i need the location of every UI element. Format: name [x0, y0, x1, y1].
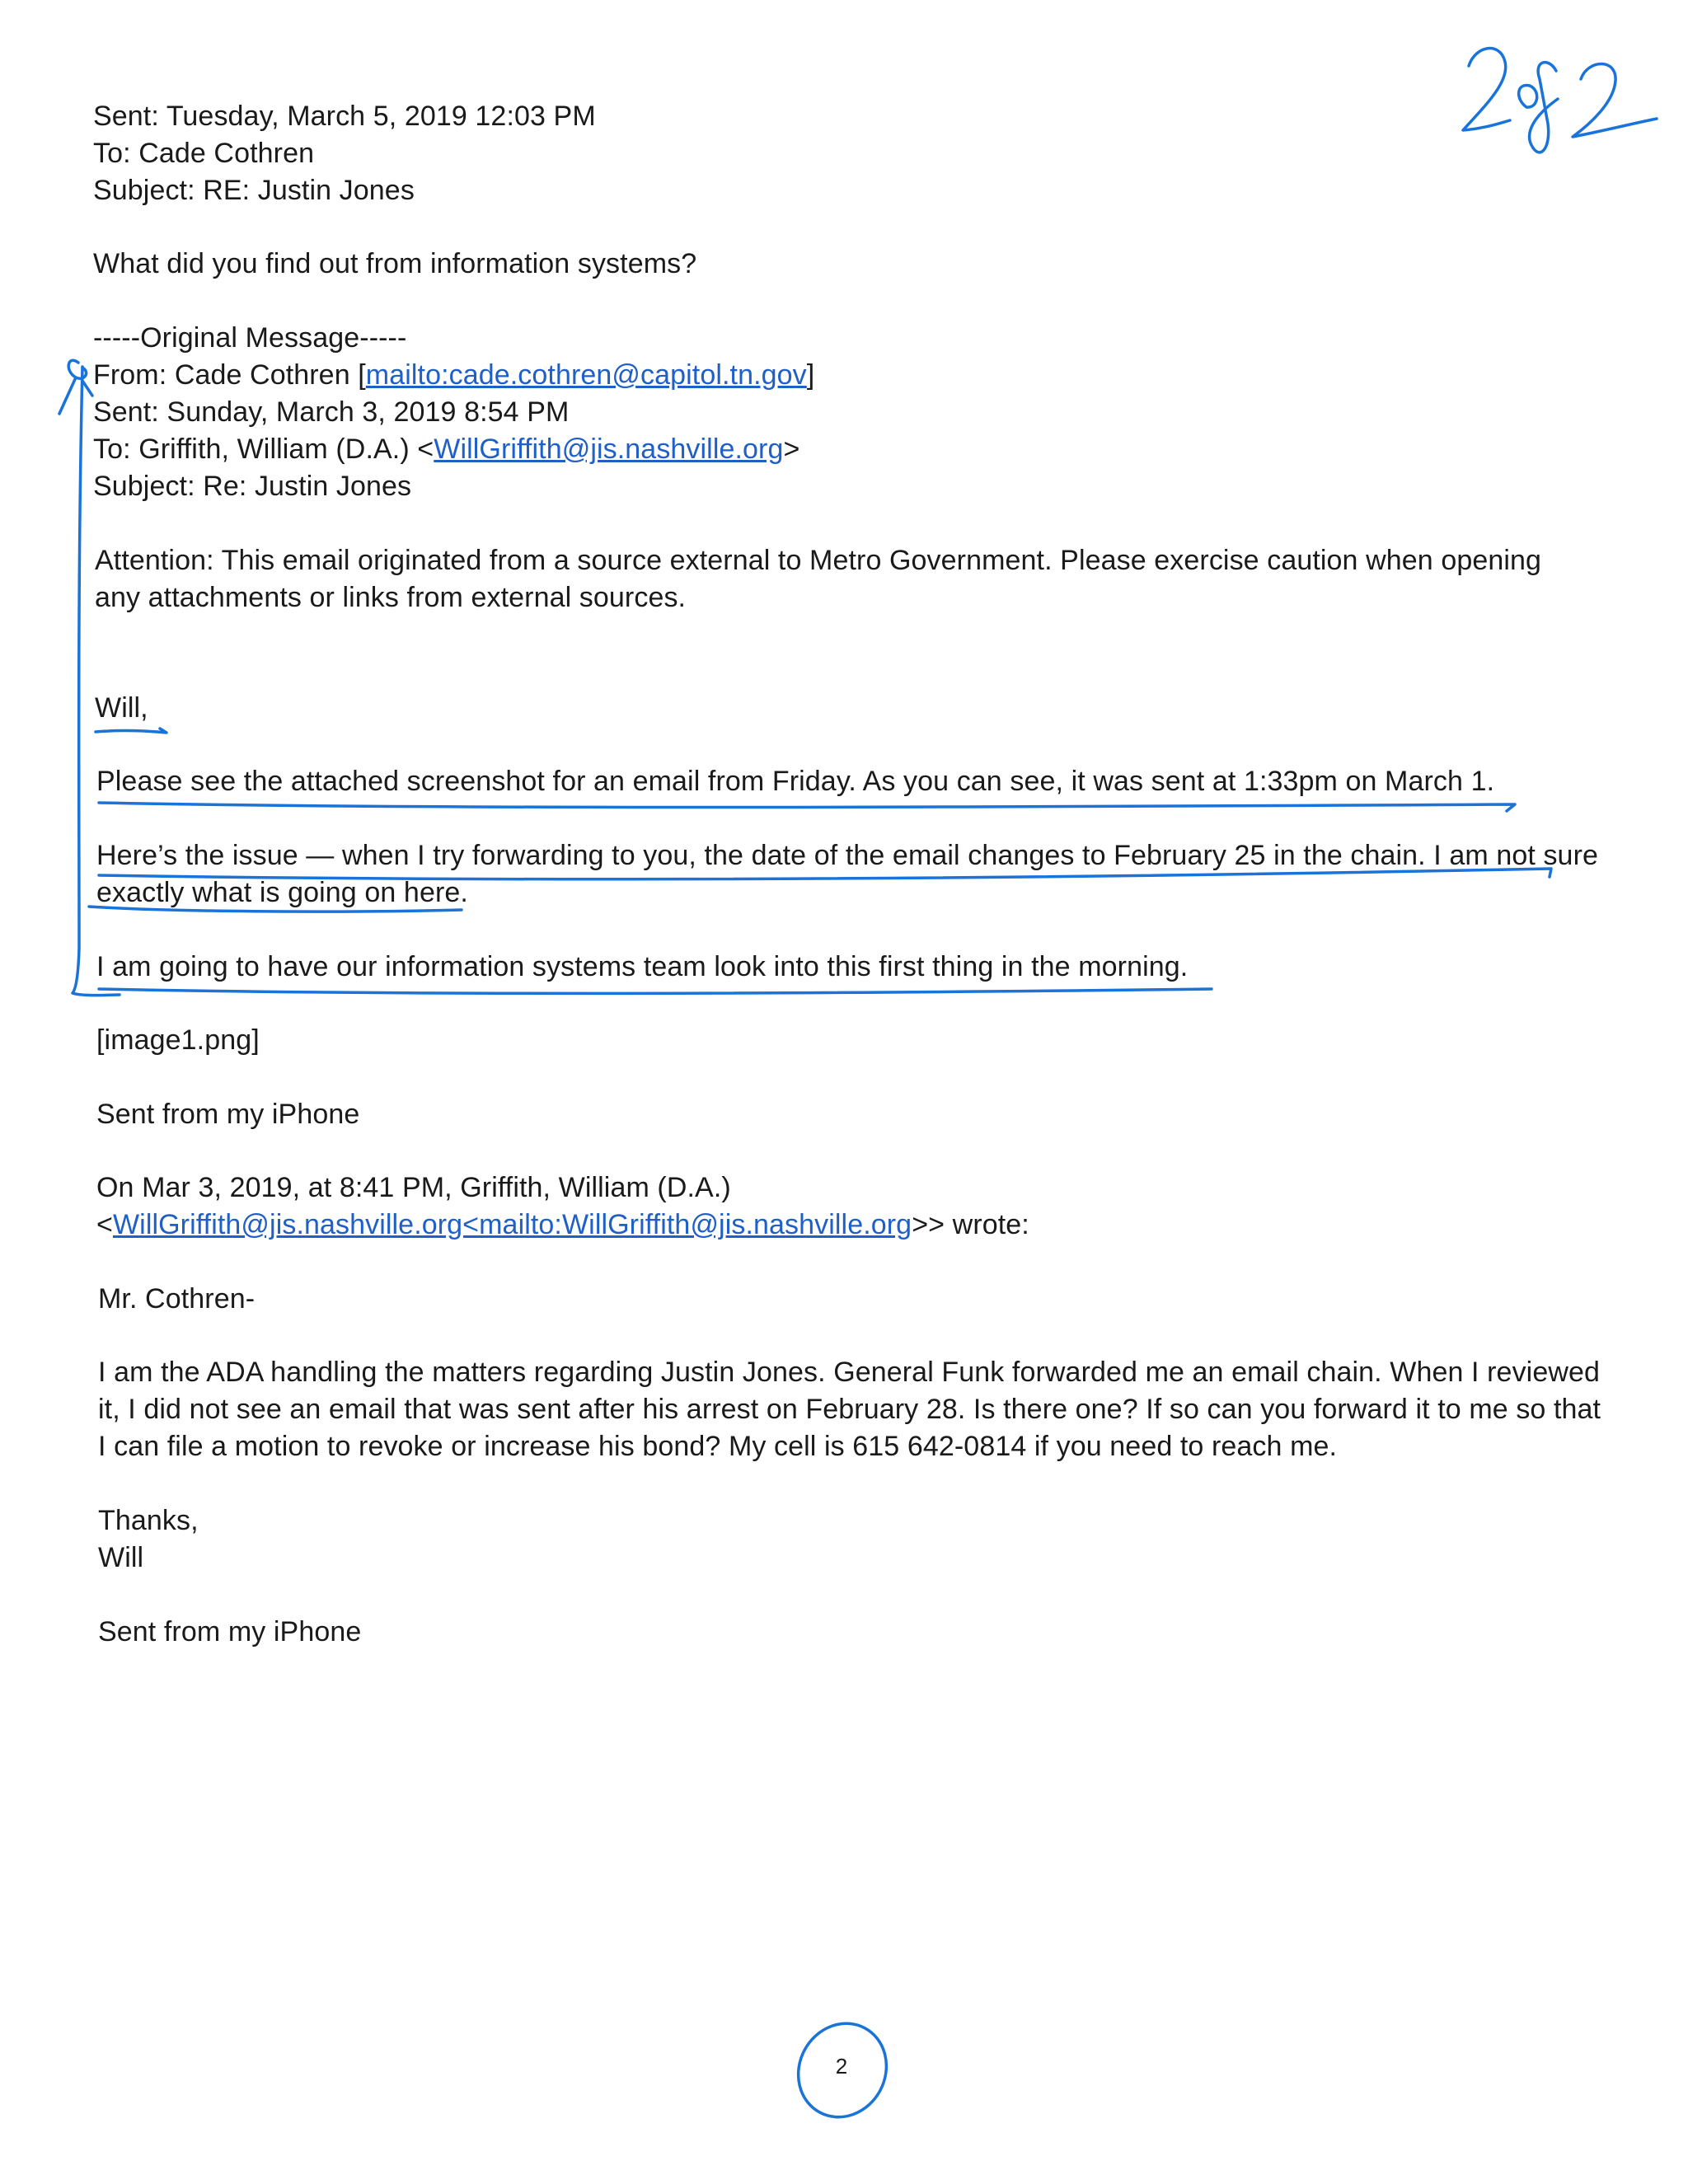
- message-paragraph-2-line-1: Here’s the issue — when I try forwarding to you, the date of the email changes to February 25 in the chain. I am not sure: [96, 840, 1599, 871]
- message-signature: Sent from my iPhone: [96, 1099, 360, 1130]
- quoted-body-line-1: I am the ADA handling the matters regarding Justin Jones. General Funk forwarded me an email chain. When I reviewed: [98, 1357, 1600, 1388]
- from-suffix: ]: [806, 359, 815, 391]
- quoted-email-link[interactable]: WillGriffith@jis.nashville.org<mailto:WillGriffith@jis.nashville.org: [112, 1209, 912, 1240]
- original-sent: Sent: Sunday, March 3, 2019 8:54 PM: [93, 396, 570, 428]
- intro-prefix: <: [96, 1209, 113, 1240]
- to-prefix: To: Griffith, William (D.A.) <: [93, 434, 434, 465]
- quoted-signature: Sent from my iPhone: [98, 1616, 362, 1647]
- page-number: 2: [835, 2054, 848, 2079]
- original-from: [93, 357, 814, 393]
- ink-flag-mark: [59, 360, 92, 414]
- ink-underline-greeting: [96, 729, 166, 733]
- header-to: To: Cade Cothren: [93, 138, 315, 169]
- quoted-name: Will: [98, 1542, 144, 1573]
- quoted-closing: Thanks,: [98, 1505, 199, 1536]
- quoted-body-line-2: it, I did not see an email that was sent after his arrest on February 28. Is there one? If so can you forward it to me so that: [98, 1394, 1601, 1425]
- quoted-intro-line-2: [96, 1207, 1029, 1243]
- to-suffix: >: [783, 434, 800, 465]
- handwritten-page-note: [1463, 49, 1657, 152]
- original-subject: Subject: Re: Justin Jones: [93, 471, 412, 502]
- ink-underline-paragraph-1: [99, 803, 1515, 811]
- original-separator: -----Original Message-----: [93, 322, 407, 354]
- header-subject: Subject: RE: Justin Jones: [93, 175, 415, 206]
- quoted-body-line-3: I can file a motion to revoke or increase his bond? My cell is 615 642-0814 if you need to reach me.: [98, 1431, 1338, 1462]
- message-paragraph-3: I am going to have our information systems team look into this first thing in the morning.: [96, 951, 1189, 982]
- original-to: [93, 431, 799, 467]
- quoted-salutation: Mr. Cothren-: [98, 1283, 256, 1315]
- attachment-reference: [image1.png]: [96, 1024, 260, 1056]
- from-email-link[interactable]: mailto:cade.cothren@capitol.tn.gov: [365, 359, 807, 391]
- reply-body: What did you find out from information systems?: [93, 248, 697, 279]
- to-email-link[interactable]: WillGriffith@jis.nashville.org: [434, 434, 784, 465]
- from-prefix: From: Cade Cothren [: [93, 359, 366, 391]
- quoted-intro-line-1: On Mar 3, 2019, at 8:41 PM, Griffith, William (D.A.): [96, 1172, 731, 1203]
- message-greeting: Will,: [95, 692, 148, 724]
- header-sent: Sent: Tuesday, March 5, 2019 12:03 PM: [93, 101, 596, 132]
- attention-line-2: any attachments or links from external sources.: [95, 582, 687, 613]
- ink-underline-paragraph-3: [99, 989, 1212, 993]
- intro-suffix: >> wrote:: [912, 1209, 1029, 1240]
- message-paragraph-2-line-2: exactly what is going on here.: [96, 877, 468, 908]
- message-paragraph-1: Please see the attached screenshot for an email from Friday. As you can see, it was sent at 1:33pm on March 1.: [96, 766, 1495, 797]
- attention-line-1: Attention: This email originated from a source external to Metro Government. Please exercise caution when opening: [95, 545, 1542, 576]
